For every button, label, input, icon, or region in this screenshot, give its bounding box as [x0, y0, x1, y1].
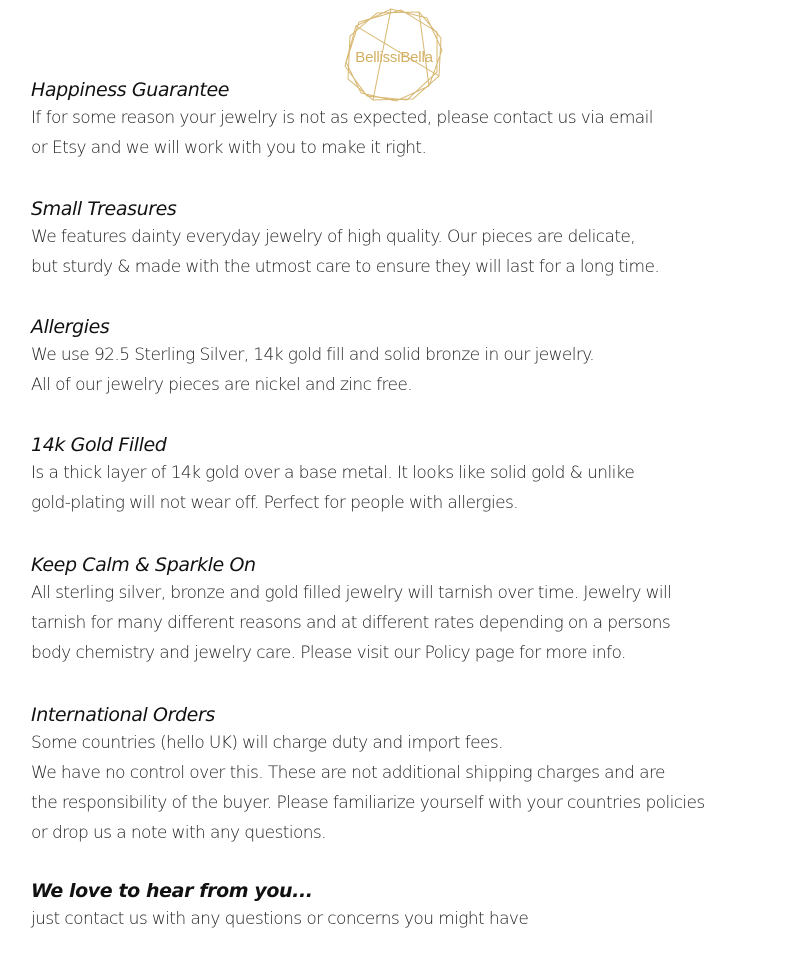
- body-line: just contact us with any questions or concerns you might have: [31, 909, 529, 929]
- section-allergies: [31, 314, 791, 400]
- section-happiness-guarantee: [31, 77, 791, 163]
- section-small-treasures: [31, 196, 791, 282]
- body-line: If for some reason your jewelry is not as expected, please contact us via email: [31, 108, 653, 128]
- body-line: body chemistry and jewelry care. Please visit our Policy page for more info.: [31, 643, 626, 663]
- section-heading: 14k Gold Filled: [31, 434, 167, 456]
- body-line: the responsibility of the buyer. Please familiarize yourself with your countries policies: [31, 793, 705, 813]
- section-international-orders: [31, 702, 791, 848]
- section-contact: [31, 878, 791, 934]
- body-line: Some countries (hello UK) will charge duty and import fees.: [31, 733, 503, 753]
- body-line: We features dainty everyday jewelry of high quality. Our pieces are delicate,: [31, 227, 636, 247]
- brand-name: BellissiBella: [355, 49, 433, 66]
- body-line: or drop us a note with any questions.: [31, 823, 326, 843]
- body-line: We have no control over this. These are not additional shipping charges and are: [31, 763, 665, 783]
- section-heading: Small Treasures: [31, 198, 177, 220]
- section-heading: We love to hear from you...: [31, 880, 313, 902]
- body-line: We use 92.5 Sterling Silver, 14k gold fill and solid bronze in our jewelry.: [31, 345, 595, 365]
- body-line: gold-plating will not wear off. Perfect for people with allergies.: [31, 493, 519, 513]
- section-heading: International Orders: [31, 704, 215, 726]
- body-line: or Etsy and we will work with you to make it right.: [31, 138, 427, 158]
- section-heading: Happiness Guarantee: [31, 79, 230, 101]
- body-line: Is a thick layer of 14k gold over a base metal. It looks like solid gold & unlike: [31, 463, 635, 483]
- section-heading: Keep Calm & Sparkle On: [31, 554, 256, 576]
- section-keep-calm: [31, 552, 791, 668]
- section-14k-gold-filled: [31, 432, 791, 518]
- body-line: All sterling silver, bronze and gold filled jewelry will tarnish over time. Jewelry will: [31, 583, 672, 603]
- body-line: tarnish for many different reasons and at different rates depending on a persons: [31, 613, 671, 633]
- section-heading: Allergies: [31, 316, 110, 338]
- body-line: All of our jewelry pieces are nickel and zinc free.: [31, 375, 413, 395]
- body-line: but sturdy & made with the utmost care to ensure they will last for a long time.: [31, 257, 660, 277]
